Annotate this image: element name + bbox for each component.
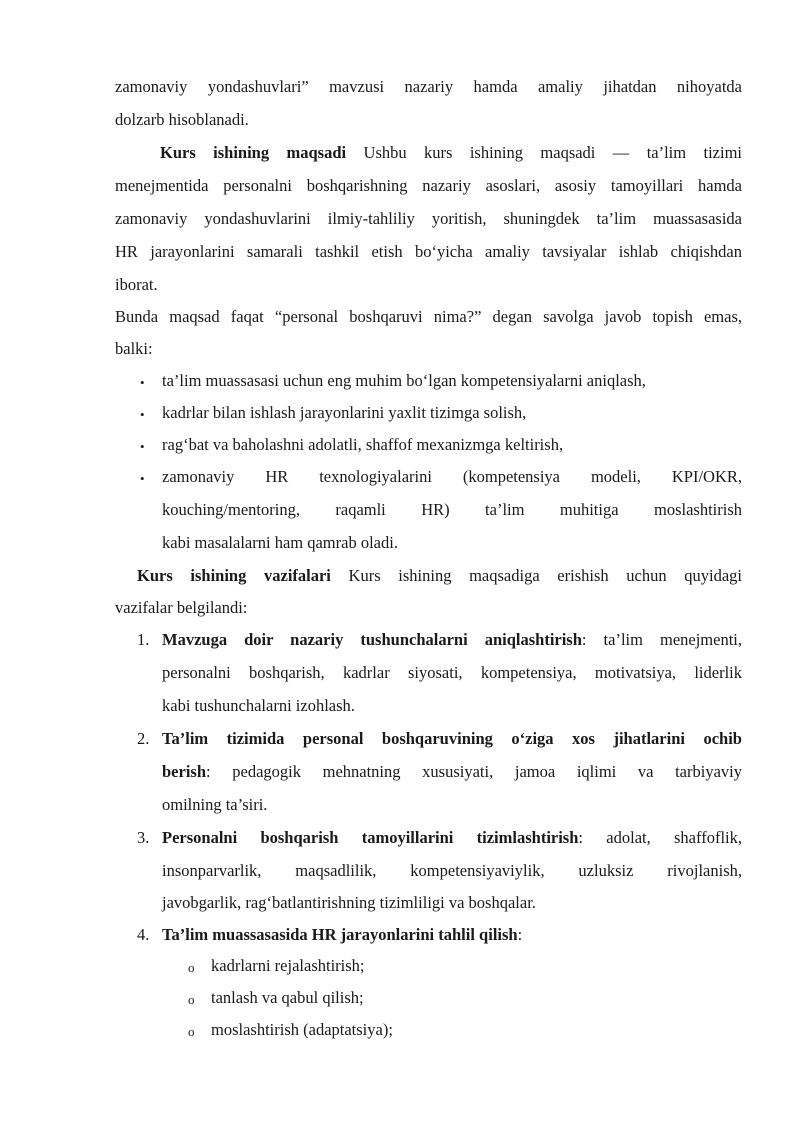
task-3-line-2 (162, 861, 742, 881)
task-number: 1. (137, 630, 150, 649)
bullet-marker: • (140, 375, 145, 390)
bullet-item-4-line-3: kabi masalalarni ham qamrab oladi. (162, 533, 398, 552)
bullet-4-text-2: kouching/mentoring, raqamli HR) ta’lim muhitiga moslashtirish (162, 500, 742, 519)
bullet-item-4-line-2 (162, 500, 742, 520)
bullet-marker: • (140, 407, 145, 422)
goal-line-1 (160, 143, 742, 163)
task-3-title: Personalni boshqarish tamoyillarini tizimlashtirish (162, 828, 579, 847)
bullet-item-2: kadrlar bilan ishlash jarayonlarini yaxlit tizimga solish, (162, 403, 527, 422)
task-2-line-2 (162, 762, 742, 782)
bullet-item-1: ta’lim muassasasi uchun eng muhim bo‘lgan kompetensiyalarni aniqlash, (162, 371, 646, 390)
tasks-line-2: vazifalar belgilandi: (115, 598, 248, 617)
bullet-item-3: rag‘bat va baholashni adolatli, shaffof mexanizmga keltirish, (162, 435, 564, 454)
sub-item-1: kadrlarni rejalashtirish; (211, 956, 365, 975)
goal-text-2: menejmentida personalni boshqarishning nazariy asoslari, asosiy tamoyillari hamda (115, 176, 742, 195)
sub-item-3: moslashtirish (adaptatsiya); (211, 1020, 393, 1039)
task-1-line-2 (162, 663, 742, 683)
goal-line-2 (115, 176, 742, 196)
task-1-text-1: : ta’lim menejmenti, (581, 630, 743, 649)
task-2-text-2: : pedagogik mehnatning xususiyati, jamoa iqlimi va tarbiyaviy (206, 762, 742, 781)
intro-text-1: zamonaviy yondashuvlari” mavzusi nazariy hamda amaliy jihatdan nihoyatda (115, 77, 742, 96)
goal-text-3: zamonaviy yondashuvlarini ilmiy-tahliliy yoritish, shuningdek ta’lim muassasasida (115, 209, 742, 228)
task-number: 3. (137, 828, 150, 847)
task-number: 4. (137, 925, 150, 944)
sub-item-2: tanlash va qabul qilish; (211, 988, 364, 1007)
tasks-heading: Kurs ishining vazifalari (137, 566, 331, 585)
task-1-text-2: personalni boshqarish, kadrlar siyosati, kompetensiya, motivatsiya, liderlik (162, 663, 742, 682)
task-4-text-1: : (517, 925, 523, 944)
task-2-title-1: Ta’lim tizimida personal boshqaruvining o‘ziga xos jihatlarini ochib (162, 729, 742, 748)
task-1-line-3: kabi tushunchalarni izohlash. (162, 696, 355, 715)
goal-text-4: HR jarayonlarini samarali tashkil etish bo‘yicha amaliy tavsiyalar ishlab chiqishdan (115, 242, 742, 261)
task-3-text-2: insonparvarlik, maqsadlilik, kompetensiyaviylik, uzluksiz rivojlanish, (162, 861, 742, 880)
bullet-4-text-1: zamonaviy HR texnologiyalarini (kompetensiya modeli, KPI/OKR, (162, 467, 742, 486)
goal-line-3 (115, 209, 742, 229)
goal-line-7: balki: (115, 339, 153, 358)
task-4-line-1 (162, 925, 522, 945)
tasks-text-1: Kurs ishining maqsadiga erishish uchun quyidagi (330, 566, 742, 585)
goal-text-6: Bunda maqsad faqat “personal boshqaruvi nima?” degan savolga javob topish emas, (115, 307, 742, 326)
goal-heading: Kurs ishining maqsadi (160, 143, 347, 162)
tasks-line-1 (137, 566, 742, 586)
goal-line-5: iborat. (115, 275, 158, 294)
bullet-item-4-line-1 (162, 467, 742, 487)
bullet-marker: • (140, 439, 145, 454)
sub-bullet-marker: o (188, 1024, 195, 1039)
task-3-text-1: : adolat, shaffoflik, (578, 828, 742, 847)
task-3-line-3: javobgarlik, rag‘batlantirishning tizimliligi va boshqalar. (162, 893, 536, 912)
task-3-line-1 (162, 828, 742, 848)
bullet-marker: • (140, 471, 145, 486)
task-2-line-1 (162, 729, 742, 749)
task-4-title: Ta’lim muassasasida HR jarayonlarini tahlil qilish (162, 925, 518, 944)
task-2-title-2: berish (162, 762, 207, 781)
sub-bullet-marker: o (188, 992, 195, 1007)
sub-bullet-marker: o (188, 960, 195, 975)
task-2-line-3: omilning ta’siri. (162, 795, 268, 814)
task-1-title: Mavzuga doir nazariy tushunchalarni aniqlashtirish (162, 630, 582, 649)
goal-line-6 (115, 307, 742, 327)
intro-line-1 (115, 77, 742, 97)
task-1-line-1 (162, 630, 742, 650)
task-number: 2. (137, 729, 150, 748)
goal-line-4 (115, 242, 742, 262)
intro-line-2: dolzarb hisoblanadi. (115, 110, 249, 129)
goal-text-1: Ushbu kurs ishining maqsadi — ta’lim tizimi (346, 143, 742, 162)
